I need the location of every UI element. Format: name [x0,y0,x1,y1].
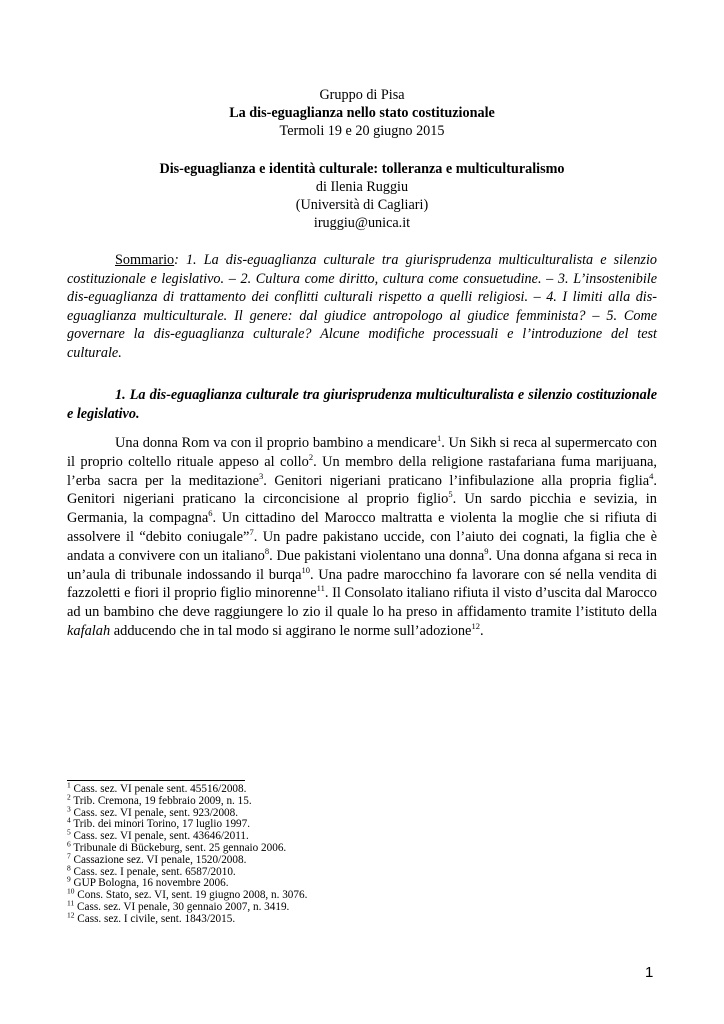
paper-title: Dis-eguaglianza e identità culturale: tolleranza e multiculturalismo [159,161,565,177]
body-paragraph [67,434,657,641]
body-text-run: . Un padre pakistano uccide, con l’aiuto dei cognati, la figlia che è andata a convivere con un italiano [67,528,657,564]
footnote-number: 9 [67,874,71,884]
body-text-run: . Il Consolato italiano rifiuta il visto d’uscita dal Marocco ad un bambino che deve raggiungere lo zio il quale lo ha preso in affidamento tramite l’istituto della [67,585,657,621]
author-name: di Ilenia Ruggiu [315,179,409,195]
footnote-ref: 3 [259,470,264,481]
page-number: 1 [645,964,654,981]
footnote-text: Tribunale di Bückeburg, sent. 25 gennaio 2006. [73,841,287,854]
footnote-ref: 5 [448,489,453,500]
footnote-ref: 4 [649,470,654,481]
footnote-number: 8 [67,862,71,872]
footnotes-list [67,780,657,926]
section-heading [67,386,657,423]
footnote-ref: 9 [484,545,489,556]
body-text-run: . Un cittadino del Marocco maltratta e violenta la moglie che si rifiuta di assolvere il “debito coniugale” [67,510,657,545]
body-text-run: . Due pakistani violentano una donna [269,547,485,564]
body-text-run: . Una padre marocchino fa lavorare con sé nella vendita di fazzoletti e fiori il proprio figlio minorenne [67,566,658,602]
footnote-number: 1 [67,780,71,790]
footnote-ref: 11 [316,583,325,594]
body-text-run: . Un membro della religione rastafariana fuma marijuana, l’erba sacra per la meditazione [67,453,658,489]
conference-name: Gruppo di Pisa [319,87,405,103]
author-affiliation: (Università di Cagliari) [295,197,429,213]
footnote-text: Cassazione sez. VI penale, 1520/2008. [73,853,247,866]
footnote-number: 7 [67,851,71,861]
footnote-ref: 6 [208,508,213,519]
footnote-number: 4 [67,815,71,825]
footnote-text: GUP Bologna, 16 novembre 2006. [73,877,229,890]
footnote-ref: 10 [301,564,310,575]
footnote-ref: 7 [249,527,254,538]
author-email: iruggiu@unica.it [313,215,411,231]
footnote-number: 12 [67,910,75,920]
body-text-run: . Un Sikh si reca al supermercato con il proprio coltello rituale appeso al collo [67,435,657,470]
footnote-separator [67,780,245,781]
body-text-run: . [479,622,484,639]
footnote-number: 11 [67,898,75,908]
body-text-run: . Genitori nigeriani praticano la circoncisione al proprio figlio [67,472,657,508]
footnote-number: 6 [67,839,71,849]
footnote-number: 10 [67,886,75,896]
footnote [67,910,657,926]
footnote-text: Trib. Cremona, 19 febbraio 2009, n. 15. [73,794,252,807]
summary-label: Sommario [115,252,175,268]
footnote-ref: 12 [471,621,480,632]
body-text-run: adducendo che in tal modo si aggirano le norme sull’adozione [110,622,472,639]
document-header [0,86,724,232]
summary-paragraph [67,251,657,363]
conference-dates: Termoli 19 e 20 giugno 2015 [279,123,445,139]
footnote-text: Cass. sez. I penale, sent. 6587/2010. [73,865,236,878]
footnote-number: 2 [67,792,71,802]
body-text-run: . Una donna afgana si reca in un’aula di tribunale indossando il burqa [67,547,657,583]
footnote-ref: 2 [308,452,314,462]
footnote-number: 3 [67,803,71,813]
summary-text: : 1. La dis-eguaglianza culturale tra giurisprudenza multiculturalista e silenzio costituzionale e legislativo. – 2. Cultura come diritto, cultura come consuetudine. – 3. L’insostenibile dis-eguaglianza di trattamento dei conflitti culturali rispetto a quelli religiosi. – 4. I limiti alla dis-eguaglianza multiculturale. Il genere: dal giudice antropologo al giudice femminista? – 5. Come governare la dis-eguaglianza culturale? Alcune modifiche processuali e l’introduzione del test culturale. [67,252,657,361]
footnote-text: Cass. sez. I civile, sent. 1843/2015. [77,912,236,925]
body-text-run: kafalah [67,622,111,639]
footnote-text: Cass. sez. VI penale sent. 45516/2008. [73,783,247,795]
body-text-run: . Un sardo picchia e sevizia, in Germania, la compagna [67,491,658,527]
footnote-number: 5 [67,827,71,837]
footnote-text: Cass. sez. VI penale, 30 gennaio 2007, n. 3419. [77,900,290,913]
footnote-ref: 8 [264,545,270,556]
conference-title: La dis-eguaglianza nello stato costituzionale [229,105,495,121]
footnote-text: Cass. sez. VI penale, sent. 923/2008. [73,806,239,819]
body-text-run: Una donna Rom va con il proprio bambino a mendicare [115,435,437,451]
section-heading-text: 1. La dis-eguaglianza culturale tra giurisprudenza multiculturalista e silenzio costituzionale e legislativo. [67,387,657,422]
footnote-text: Cons. Stato, sez. VI, sent. 19 giugno 2008, n. 3076. [77,889,308,902]
footnote-text: Trib. dei minori Torino, 17 luglio 1997. [73,818,251,831]
footnote-text: Cass. sez. VI penale, sent. 43646/2011. [73,830,249,843]
footnote-ref: 1 [436,433,442,444]
body-text-run: . Genitori nigeriani praticano l’infibulazione alla propria figlia [263,472,650,489]
